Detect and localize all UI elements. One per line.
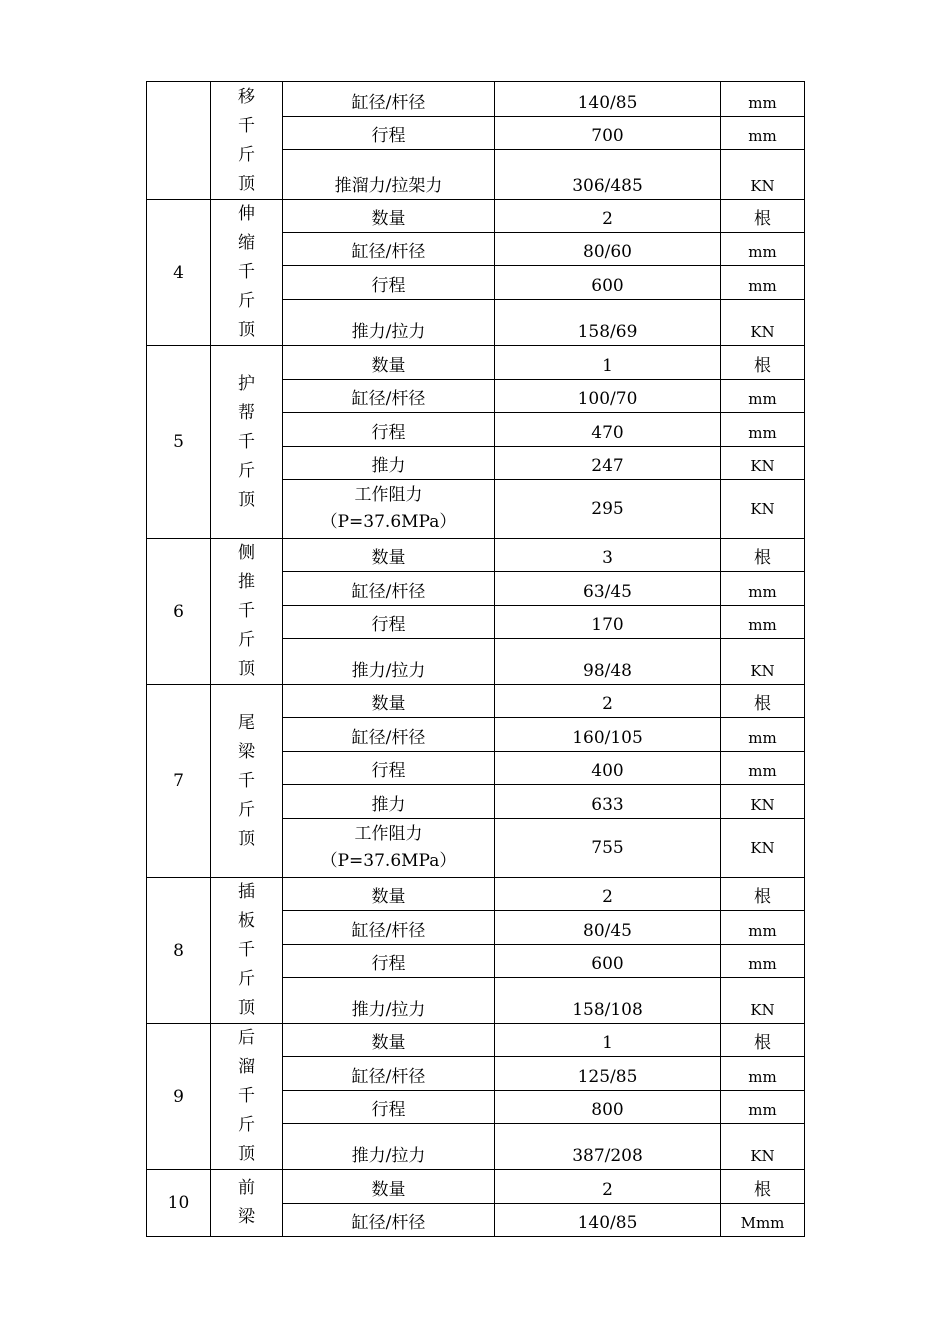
component-name-text: 前梁 (237, 1178, 255, 1227)
unit-cell: 根 (721, 685, 805, 718)
parameter-cell: 行程 (283, 117, 495, 150)
item-number-cell: 10 (147, 1170, 211, 1237)
value-cell: 140/85 (495, 82, 721, 117)
parameter-cell: 缸径/杆径 (283, 718, 495, 752)
table-row (147, 346, 805, 380)
item-number-cell: 9 (147, 1024, 211, 1170)
value-cell: 2 (495, 878, 721, 911)
parameter-condition: （P=37.6MPa） (320, 512, 457, 532)
value-cell: 170 (495, 606, 721, 639)
parameter-cell: 数量 (283, 878, 495, 911)
unit-cell: KN (721, 785, 805, 819)
unit-cell: mm (721, 572, 805, 606)
value-cell: 306/485 (495, 150, 721, 200)
value-cell: 470 (495, 413, 721, 447)
unit-cell: 根 (721, 1170, 805, 1204)
parameter-cell: 推力/拉力 (283, 639, 495, 685)
component-name-text: 插板千斤顶 (237, 882, 255, 1018)
component-name-cell (211, 346, 283, 539)
value-cell: 2 (495, 200, 721, 233)
component-name-cell (211, 539, 283, 685)
value-cell: 2 (495, 685, 721, 718)
parameter-cell: 数量 (283, 200, 495, 233)
component-name-text: 伸缩千斤顶 (237, 204, 255, 340)
value-cell: 2 (495, 1170, 721, 1204)
parameter-cell: 推力 (283, 785, 495, 819)
unit-cell: Mmm (721, 1204, 805, 1237)
value-cell: 98/48 (495, 639, 721, 685)
value-cell: 600 (495, 266, 721, 300)
value-cell: 3 (495, 539, 721, 572)
parameter-cell: 缸径/杆径 (283, 911, 495, 945)
jack-spec-table-body (147, 82, 805, 1237)
value-cell: 600 (495, 945, 721, 978)
value-cell: 633 (495, 785, 721, 819)
component-name-text: 尾梁千斤顶 (237, 712, 255, 849)
value-cell: 400 (495, 752, 721, 785)
parameter-cell: 数量 (283, 539, 495, 572)
unit-cell: KN (721, 1124, 805, 1170)
component-name-text: 后溜千斤顶 (237, 1028, 255, 1164)
unit-cell: KN (721, 639, 805, 685)
parameter-cell: 缸径/杆径 (283, 1057, 495, 1091)
parameter-cell (283, 819, 495, 878)
table-row (147, 539, 805, 572)
component-name-text: 移千斤顶 (237, 86, 255, 194)
component-name-text: 侧推千斤顶 (237, 543, 255, 679)
parameter-cell: 缸径/杆径 (283, 1204, 495, 1237)
unit-cell: KN (721, 480, 805, 539)
value-cell: 1 (495, 1024, 721, 1057)
parameter-cell: 行程 (283, 1091, 495, 1124)
unit-cell: mm (721, 413, 805, 447)
unit-cell: mm (721, 911, 805, 945)
value-cell: 100/70 (495, 380, 721, 413)
unit-cell: KN (721, 300, 805, 346)
item-number-cell: 6 (147, 539, 211, 685)
component-name-cell (211, 200, 283, 346)
parameter-cell: 行程 (283, 606, 495, 639)
value-cell: 700 (495, 117, 721, 150)
parameter-cell: 行程 (283, 266, 495, 300)
parameter-cell: 行程 (283, 945, 495, 978)
value-cell: 63/45 (495, 572, 721, 606)
item-number-cell (147, 82, 211, 200)
parameter-label: 工作阻力 (354, 485, 423, 505)
value-cell: 1 (495, 346, 721, 380)
value-cell: 80/45 (495, 911, 721, 945)
table-row (147, 1170, 805, 1204)
unit-cell: 根 (721, 200, 805, 233)
parameter-cell: 数量 (283, 1024, 495, 1057)
parameter-cell: 推力/拉力 (283, 978, 495, 1024)
unit-cell: mm (721, 1091, 805, 1124)
table-row (147, 200, 805, 233)
unit-cell: mm (721, 718, 805, 752)
unit-cell: mm (721, 1057, 805, 1091)
value-cell: 80/60 (495, 233, 721, 266)
unit-cell: KN (721, 150, 805, 200)
item-number-cell: 5 (147, 346, 211, 539)
table-row (147, 685, 805, 718)
parameter-condition: （P=37.6MPa） (320, 851, 457, 871)
parameter-cell: 数量 (283, 1170, 495, 1204)
table-row (147, 82, 805, 117)
unit-cell: 根 (721, 346, 805, 380)
value-cell: 160/105 (495, 718, 721, 752)
parameter-label: 工作阻力 (354, 824, 423, 844)
parameter-cell: 缸径/杆径 (283, 380, 495, 413)
component-name-cell (211, 878, 283, 1024)
value-cell: 247 (495, 447, 721, 480)
item-number-cell: 4 (147, 200, 211, 346)
parameter-cell: 推溜力/拉架力 (283, 150, 495, 200)
unit-cell: mm (721, 945, 805, 978)
unit-cell: mm (721, 117, 805, 150)
unit-cell: mm (721, 233, 805, 266)
parameter-cell: 数量 (283, 685, 495, 718)
parameter-cell: 推力/拉力 (283, 1124, 495, 1170)
parameter-cell: 推力 (283, 447, 495, 480)
value-cell: 755 (495, 819, 721, 878)
parameter-cell: 行程 (283, 752, 495, 785)
value-cell: 158/108 (495, 978, 721, 1024)
value-cell: 800 (495, 1091, 721, 1124)
jack-spec-table (146, 81, 805, 1237)
parameter-cell: 数量 (283, 346, 495, 380)
parameter-cell: 推力/拉力 (283, 300, 495, 346)
value-cell: 387/208 (495, 1124, 721, 1170)
unit-cell: mm (721, 752, 805, 785)
unit-cell: mm (721, 380, 805, 413)
component-name-text: 护帮千斤顶 (237, 373, 255, 510)
unit-cell: mm (721, 606, 805, 639)
component-name-cell (211, 1024, 283, 1170)
component-name-cell (211, 82, 283, 200)
table-row (147, 878, 805, 911)
unit-cell: KN (721, 978, 805, 1024)
value-cell: 140/85 (495, 1204, 721, 1237)
unit-cell: 根 (721, 539, 805, 572)
component-name-cell (211, 685, 283, 878)
table-row (147, 1024, 805, 1057)
unit-cell: KN (721, 447, 805, 480)
item-number-cell: 7 (147, 685, 211, 878)
unit-cell: mm (721, 82, 805, 117)
parameter-cell: 行程 (283, 413, 495, 447)
component-name-cell (211, 1170, 283, 1237)
value-cell: 295 (495, 480, 721, 539)
parameter-cell: 缸径/杆径 (283, 82, 495, 117)
value-cell: 125/85 (495, 1057, 721, 1091)
unit-cell: KN (721, 819, 805, 878)
item-number-cell: 8 (147, 878, 211, 1024)
parameter-cell (283, 480, 495, 539)
unit-cell: 根 (721, 878, 805, 911)
value-cell: 158/69 (495, 300, 721, 346)
parameter-cell: 缸径/杆径 (283, 572, 495, 606)
unit-cell: 根 (721, 1024, 805, 1057)
parameter-cell: 缸径/杆径 (283, 233, 495, 266)
unit-cell: mm (721, 266, 805, 300)
